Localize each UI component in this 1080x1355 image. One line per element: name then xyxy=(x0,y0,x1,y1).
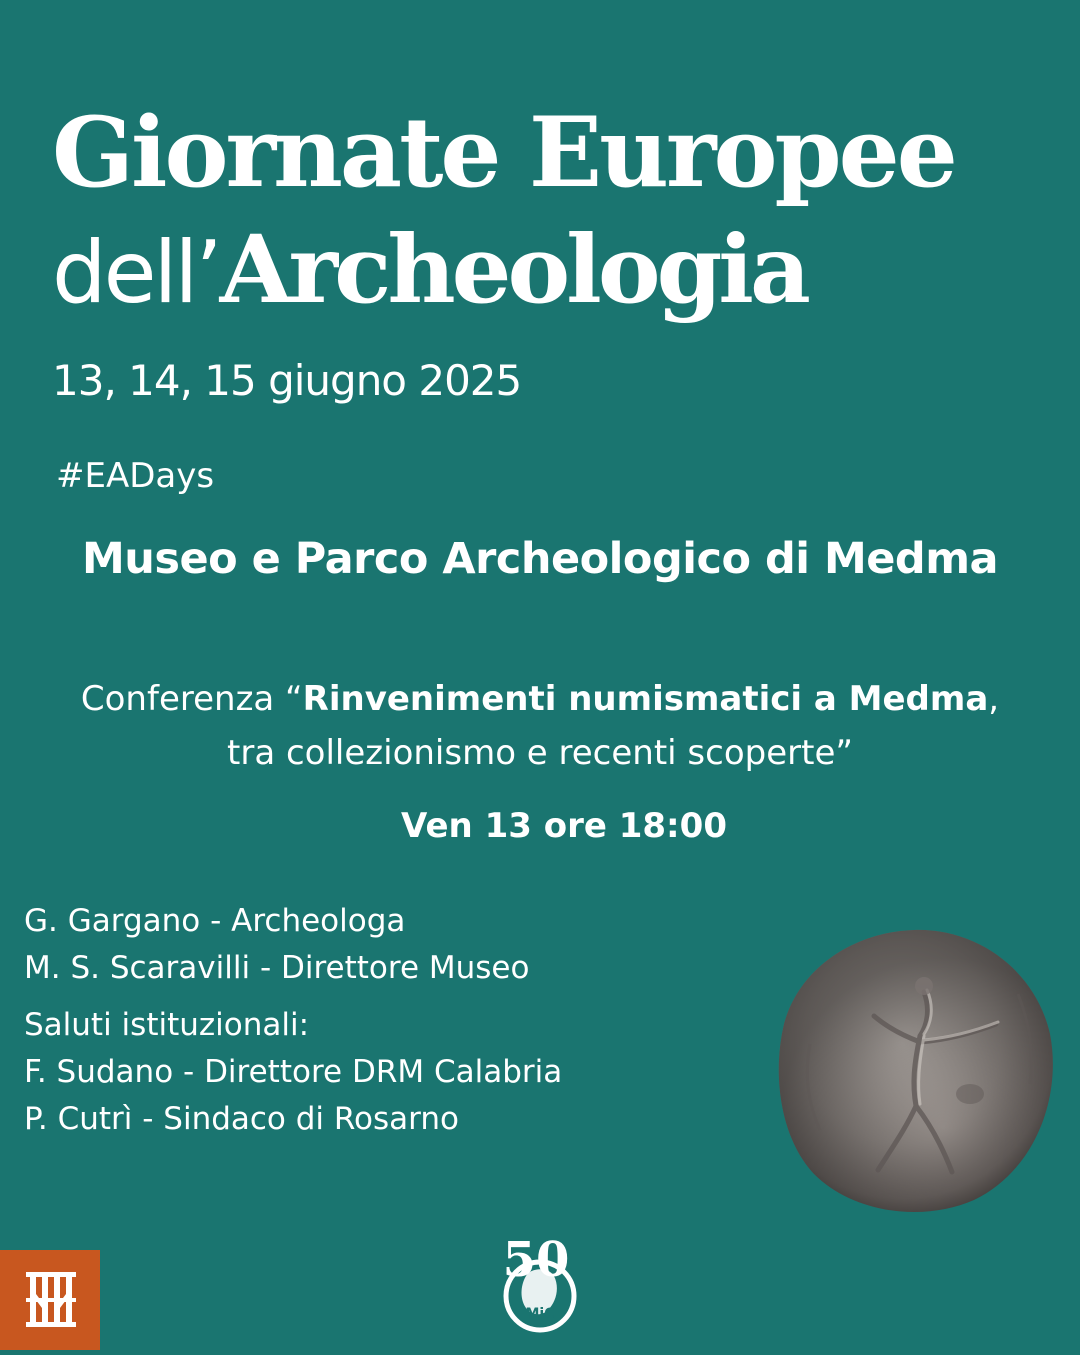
conference-line-2: tra collezionismo e recenti scoperte” xyxy=(227,733,853,773)
speakers-block xyxy=(24,898,562,1143)
museum-logo-mark xyxy=(0,1250,100,1350)
venue-name: Museo e Parco Archeologico di Medma xyxy=(81,534,999,584)
mic-number: 50 xyxy=(502,1232,570,1288)
greetings-label: Saluti istituzionali: xyxy=(24,1007,310,1043)
speaker-2: M. S. Scaravilli - Direttore Museo xyxy=(24,950,530,986)
conference-line-1 xyxy=(0,672,1080,726)
event-dates: 13, 14, 15 giugno 2025 xyxy=(52,356,522,405)
speaker-1: G. Gargano - Archeologa xyxy=(24,903,406,939)
title-main: Archeologia xyxy=(219,215,807,325)
coin-image xyxy=(774,924,1056,1216)
event-time: Ven 13 ore 18:00 xyxy=(401,806,727,846)
title-line-1: Giornate Europee xyxy=(52,96,955,209)
conference-title-bold: Rinvenimenti numismatici a Medma xyxy=(302,679,989,719)
hashtag: #EADays xyxy=(56,456,215,496)
conference-comma: , xyxy=(988,679,1000,719)
mic-text: MiC xyxy=(525,1306,555,1322)
museum-logo-icon xyxy=(0,1250,100,1350)
mic-50-logo-icon xyxy=(496,1232,586,1336)
greeting-1: F. Sudano - Direttore DRM Calabria xyxy=(24,1054,563,1090)
conference-prefix: Conferenza “ xyxy=(80,679,303,719)
conference-title xyxy=(0,672,1080,780)
title-prefix: dell’ xyxy=(52,223,220,323)
greeting-2: P. Cutrì - Sindaco di Rosarno xyxy=(24,1101,459,1137)
title-line-2 xyxy=(52,210,807,358)
